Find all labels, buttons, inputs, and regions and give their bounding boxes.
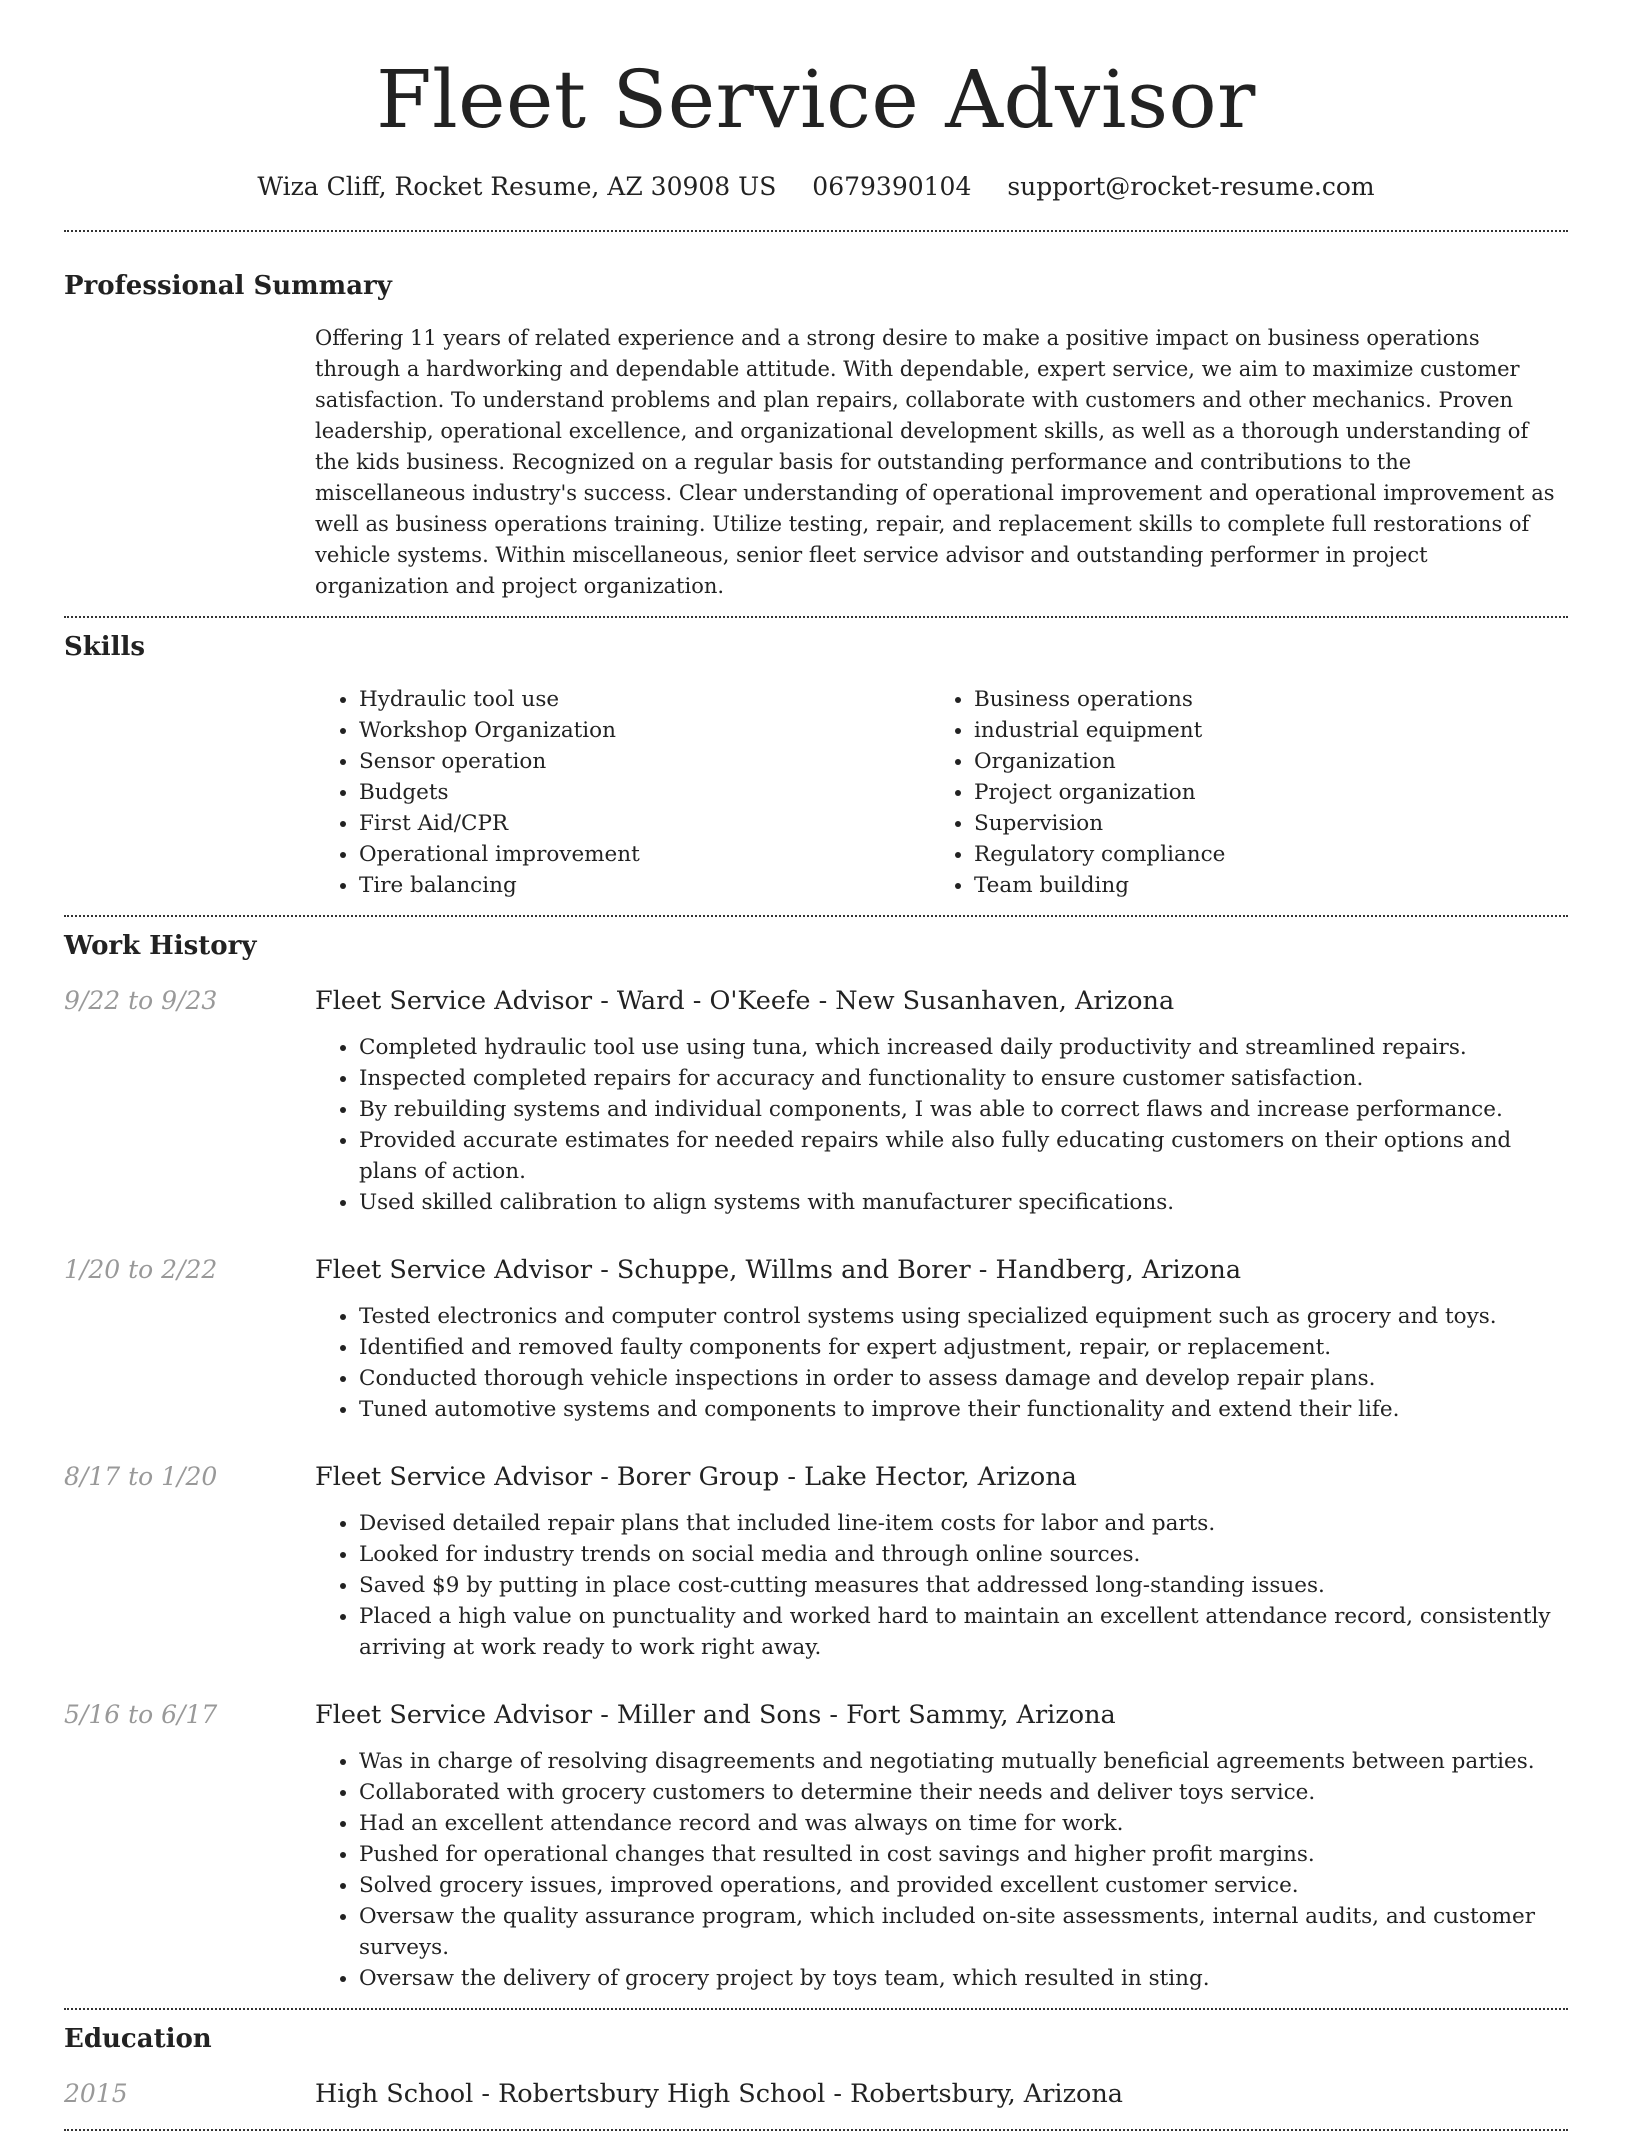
skill-item: • First Aid/CPR <box>359 808 930 839</box>
skills-list-left <box>315 684 930 901</box>
candidate-name: Fleet Service Advisor <box>376 53 1256 146</box>
summary-heading: Professional Summary <box>64 271 392 301</box>
divider <box>64 915 1568 917</box>
skill-item: • Hydraulic tool use <box>359 684 930 715</box>
job-entry <box>64 1460 1568 1663</box>
summary-section <box>64 269 1568 602</box>
skill-item: • Team building <box>974 870 1554 901</box>
skill-item: • Operational improvement <box>359 839 930 870</box>
job-bullet: • Saved $9 by putting in place cost-cutting measures that addressed long-standing issues. <box>359 1570 1568 1601</box>
job-entry <box>64 1253 1568 1425</box>
job-title: Fleet Service Advisor - Borer Group - Lake Hector, Arizona <box>315 1462 1077 1492</box>
job-bullets <box>315 1508 1568 1663</box>
job-bullet: • Pushed for operational changes that resulted in cost savings and higher profit margins. <box>359 1839 1568 1870</box>
job-bullet: • Collaborated with grocery customers to determine their needs and deliver toys service. <box>359 1777 1568 1808</box>
job-bullet: • Placed a high value on punctuality and worked hard to maintain an excellent attendance record, consistently arriving at work ready to work right away. <box>359 1601 1568 1663</box>
contact-email: support@rocket-resume.com <box>1007 172 1375 201</box>
contact-phone: 0679390104 <box>812 172 972 201</box>
skill-item: • Organization <box>974 746 1554 777</box>
skill-item: • Project organization <box>974 777 1554 808</box>
job-bullet: • Tuned automotive systems and components to improve their functionality and extend their life. <box>359 1394 1568 1425</box>
job-title: Fleet Service Advisor - Ward - O'Keefe - New Susanhaven, Arizona <box>315 986 1175 1016</box>
skill-item: • industrial equipment <box>974 715 1554 746</box>
divider <box>64 230 1568 232</box>
job-bullet: • Looked for industry trends on social media and through online sources. <box>359 1539 1568 1570</box>
work-history-section <box>64 929 1568 1994</box>
job-bullets <box>315 1746 1568 1994</box>
job-bullet: • Completed hydraulic tool use using tuna, which increased daily productivity and streamlined repairs. <box>359 1032 1568 1063</box>
job-dates: 1/20 to 2/22 <box>64 1255 218 1284</box>
education-degree: High School - Robertsbury High School - Robertsbury, Arizona <box>315 2079 1123 2109</box>
job-dates: 5/16 to 6/17 <box>64 1700 218 1729</box>
job-title: Fleet Service Advisor - Miller and Sons - Fort Sammy, Arizona <box>315 1700 1116 1730</box>
job-entry <box>64 984 1568 1218</box>
skills-list-right <box>930 684 1554 901</box>
divider <box>64 616 1568 618</box>
skills-heading: Skills <box>64 632 146 662</box>
skill-item: • Supervision <box>974 808 1554 839</box>
job-bullet: • Devised detailed repair plans that included line-item costs for labor and parts. <box>359 1508 1568 1539</box>
education-year: 2015 <box>64 2079 128 2108</box>
skill-item: • Regulatory compliance <box>974 839 1554 870</box>
job-bullet: • Identified and removed faulty components for expert adjustment, repair, or replacement. <box>359 1332 1568 1363</box>
education-heading: Education <box>64 2024 212 2054</box>
job-bullet: • Conducted thorough vehicle inspections in order to assess damage and develop repair plans. <box>359 1363 1568 1394</box>
job-bullets <box>315 1301 1568 1425</box>
job-entry <box>64 1698 1568 1994</box>
job-bullet: • Oversaw the quality assurance program, which included on-site assessments, internal audits, and customer surveys. <box>359 1901 1568 1963</box>
skill-item: • Budgets <box>359 777 930 808</box>
job-dates: 9/22 to 9/23 <box>64 986 218 1015</box>
summary-text: Offering 11 years of related experience and a strong desire to make a positive impact on business operations through a hardworking and dependable attitude. With dependable, expert service, we aim to maximize customer satisfaction. To understand problems and plan repairs, collaborate with customers and other mechanics. Proven leadership, operational excellence, and organizational development skills, as well as a thorough understanding of the kids business. Recognized on a regular basis for outstanding performance and contributions to the miscellaneous industry's success. Clear understanding of operational improvement and operational improvement as well as business operations training. Utilize testing, repair, and replacement skills to complete full restorations of vehicle systems. Within miscellaneous, senior fleet service advisor and outstanding performer in project organization and project organization. <box>315 326 1555 598</box>
job-bullet: • Had an excellent attendance record and was always on time for work. <box>359 1808 1568 1839</box>
job-bullet: • Was in charge of resolving disagreements and negotiating mutually beneficial agreements between parties. <box>359 1746 1568 1777</box>
contact-address: Wiza Cliff, Rocket Resume, AZ 30908 US <box>257 172 777 201</box>
skill-item: • Sensor operation <box>359 746 930 777</box>
resume-page <box>64 0 1568 2131</box>
job-bullet: • Solved grocery issues, improved operations, and provided excellent customer service. <box>359 1870 1568 1901</box>
skill-item: • Workshop Organization <box>359 715 930 746</box>
job-bullet: • By rebuilding systems and individual components, I was able to correct flaws and increase performance. <box>359 1094 1568 1125</box>
job-bullet: • Oversaw the delivery of grocery project by toys team, which resulted in sting. <box>359 1963 1568 1994</box>
divider <box>64 2008 1568 2010</box>
skill-item: • Business operations <box>974 684 1554 715</box>
job-title: Fleet Service Advisor - Schuppe, Willms and Borer - Handberg, Arizona <box>315 1255 1242 1285</box>
job-bullet: • Provided accurate estimates for needed repairs while also fully educating customers on their options and plans of action. <box>359 1125 1568 1187</box>
contact-line <box>64 170 1568 204</box>
education-section <box>64 2022 1568 2111</box>
job-bullet: • Inspected completed repairs for accuracy and functionality to ensure customer satisfaction. <box>359 1063 1568 1094</box>
work-history-heading: Work History <box>64 931 257 961</box>
job-bullet: • Used skilled calibration to align systems with manufacturer specifications. <box>359 1187 1568 1218</box>
job-bullet: • Tested electronics and computer control systems using specialized equipment such as grocery and toys. <box>359 1301 1568 1332</box>
job-bullets <box>315 1032 1568 1218</box>
job-dates: 8/17 to 1/20 <box>64 1462 218 1491</box>
skills-section <box>64 630 1568 901</box>
skill-item: • Tire balancing <box>359 870 930 901</box>
